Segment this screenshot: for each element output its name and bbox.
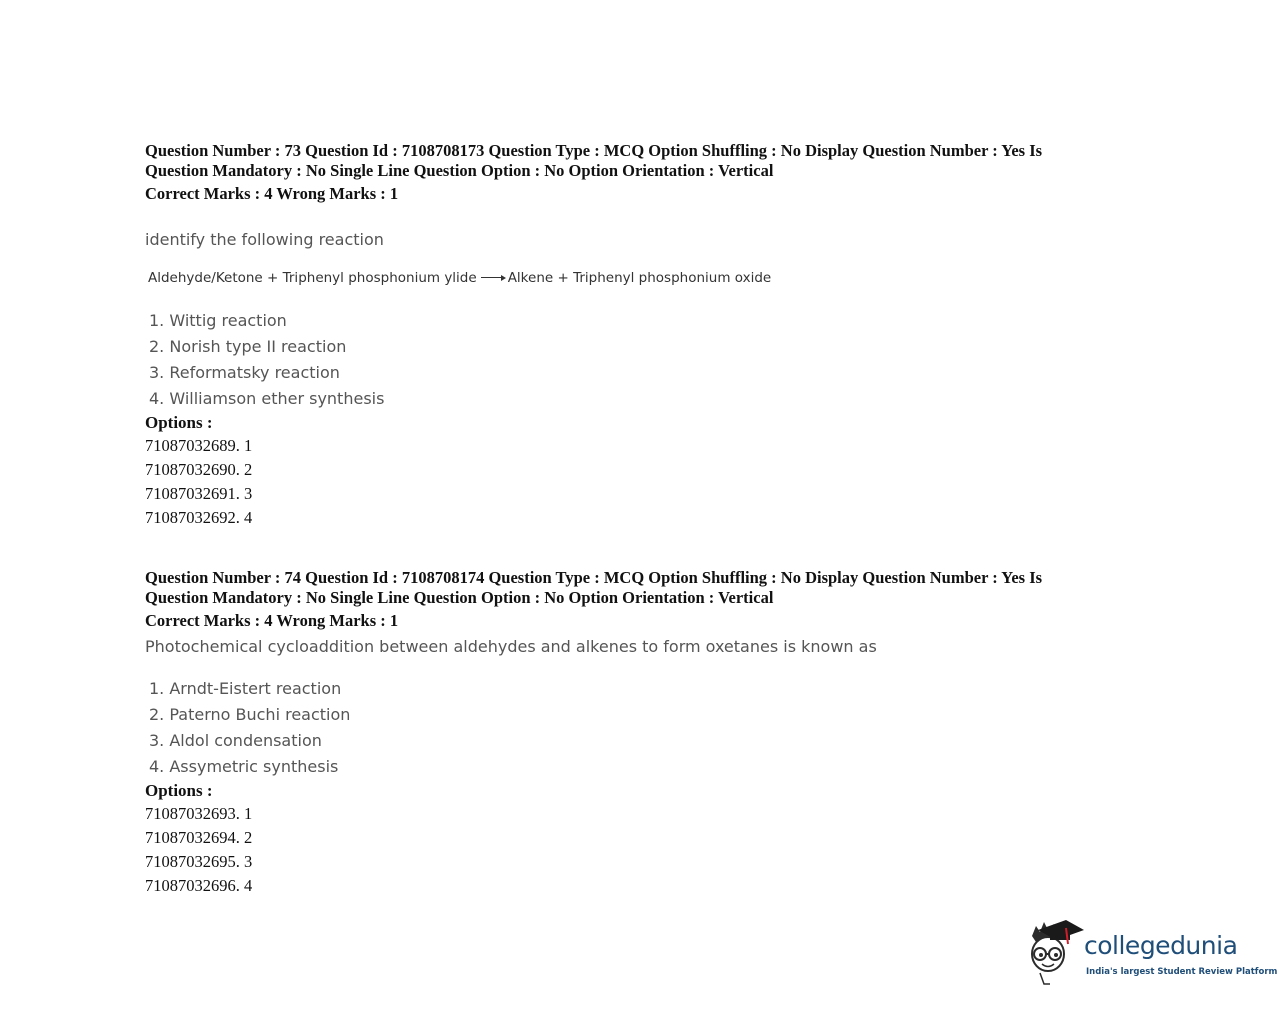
- option-id-item: 71087032689. 1: [145, 435, 253, 455]
- option-id-item: 71087032690. 2: [145, 459, 253, 479]
- equation-products: Alkene + Triphenyl phosphonium oxide: [507, 269, 772, 286]
- question-73: [145, 141, 1145, 530]
- question-marks: Correct Marks : 4 Wrong Marks : 1: [145, 184, 399, 203]
- choice-item: 2. Norish type II reaction: [149, 336, 347, 356]
- student-mascot-icon: [1026, 918, 1086, 990]
- collegedunia-logo[interactable]: [1026, 918, 1278, 990]
- choice-item: 4. Williamson ether synthesis: [149, 388, 385, 408]
- choice-item: 3. Reformatsky reaction: [149, 362, 340, 382]
- question-meta-line2: Question Mandatory : No Single Line Question Option : No Option Orientation : Vertical: [145, 587, 774, 607]
- options-heading: Options :: [145, 780, 213, 800]
- reaction-equation: [148, 270, 1145, 286]
- answer-choices: [145, 676, 1145, 780]
- options-heading: Options :: [145, 412, 213, 432]
- option-ids: [145, 434, 1145, 530]
- question-meta-line2: Question Mandatory : No Single Line Question Option : No Option Orientation : Vertical: [145, 160, 774, 180]
- question-74: [145, 568, 1145, 898]
- question-marks: Correct Marks : 4 Wrong Marks : 1: [145, 611, 399, 630]
- choice-item: 4. Assymetric synthesis: [149, 756, 339, 776]
- option-id-item: 71087032693. 1: [145, 803, 253, 823]
- reaction-arrow-icon: [481, 275, 506, 281]
- equation-reactants: Aldehyde/Ketone + Triphenyl phosphonium ylide: [148, 269, 477, 286]
- choice-item: 1. Wittig reaction: [149, 310, 287, 330]
- question-meta-line1: Question Number : 74 Question Id : 7108708174 Question Type : MCQ Option Shuffling : No Display Question Number : Yes Is: [145, 568, 1043, 587]
- option-id-item: 71087032691. 3: [145, 483, 253, 503]
- question-stem: identify the following reaction: [145, 229, 384, 249]
- choice-item: 2. Paterno Buchi reaction: [149, 704, 351, 724]
- answer-choices: [145, 308, 1145, 412]
- logo-brand-name: collegedunia: [1084, 931, 1238, 960]
- choice-item: 3. Aldol condensation: [149, 730, 322, 750]
- choice-item: 1. Arndt-Eistert reaction: [149, 678, 342, 698]
- option-ids: [145, 802, 1145, 898]
- option-id-item: 71087032694. 2: [145, 827, 253, 847]
- option-id-item: 71087032696. 4: [145, 875, 253, 895]
- question-meta-line1: Question Number : 73 Question Id : 7108708173 Question Type : MCQ Option Shuffling : No Display Question Number : Yes Is: [145, 141, 1043, 160]
- option-id-item: 71087032692. 4: [145, 507, 253, 527]
- logo-tagline: India's largest Student Review Platform: [1086, 967, 1278, 977]
- question-stem: Photochemical cycloaddition between aldehydes and alkenes to form oxetanes is known as: [145, 636, 877, 656]
- option-id-item: 71087032695. 3: [145, 851, 253, 871]
